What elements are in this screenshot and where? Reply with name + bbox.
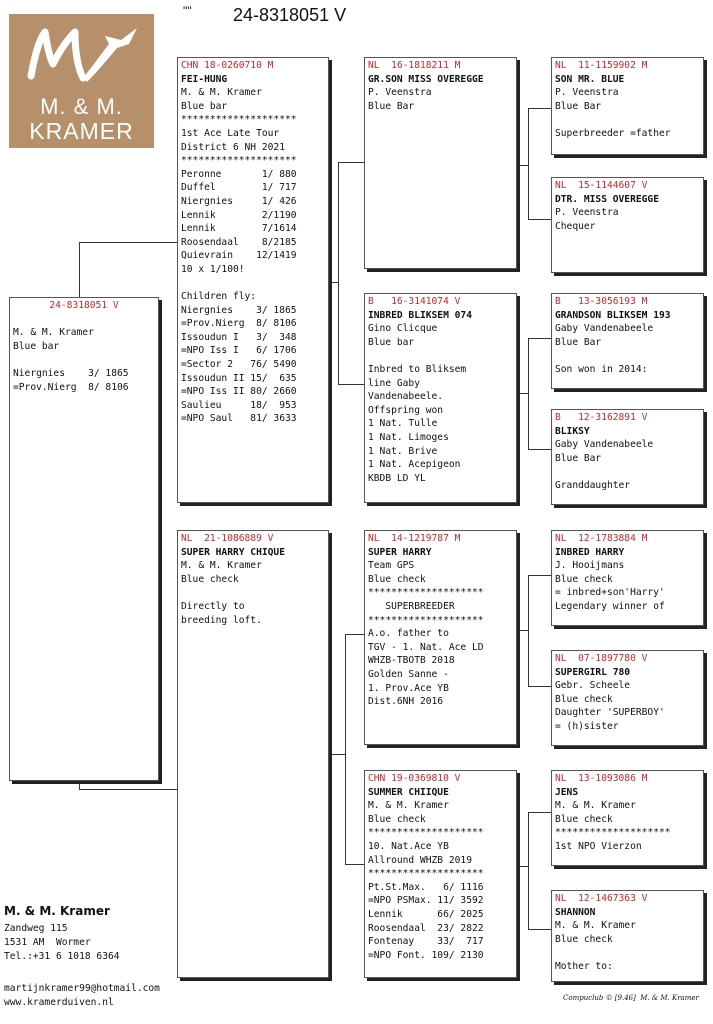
- pedigree-line: Blue check: [368, 813, 426, 825]
- ring-number: B 12-3162891 V: [555, 412, 648, 423]
- pedigree-line: Niergnies 1/ 426: [181, 195, 297, 207]
- pedigree-line: M. & M. Kramer: [13, 327, 94, 339]
- pedigree-line: Saulieu 18/ 953: [181, 399, 297, 411]
- connector-line: [338, 162, 339, 384]
- pedigree-line: [13, 313, 155, 327]
- address-line: Tel.:+31 6 1018 6364: [4, 951, 120, 962]
- pigeon-card-dds: [551, 770, 704, 866]
- pigeon-card-sds: [551, 293, 704, 389]
- kramer-logo: [9, 14, 154, 148]
- pedigree-line: Inbred to Bliksem: [368, 363, 467, 375]
- pedigree-line: Directly to: [181, 600, 245, 612]
- pigeon-name: BLIKSY: [555, 425, 590, 437]
- pigeon-name: SUMMER CHIIQUE: [368, 786, 449, 798]
- pedigree-line: Blue bar: [13, 340, 60, 352]
- pedigree-line: Chequer: [555, 220, 596, 232]
- connector-line: [528, 449, 552, 450]
- connector-line: [328, 754, 346, 755]
- pedigree-line: Blue bar: [181, 100, 228, 112]
- pigeon-card-dam-sire: [364, 530, 517, 745]
- connector-line: [516, 866, 529, 867]
- connector-line: [528, 812, 529, 929]
- pedigree-line: M. & M. Kramer: [368, 800, 449, 812]
- pedigree-line: Golden Sanne -: [368, 668, 449, 680]
- ring-number: 24-8318051 V: [49, 300, 119, 311]
- connector-line: [345, 634, 346, 864]
- pedigree-line: Blue check: [555, 813, 613, 825]
- pedigree-line: 1. Prov.Ace YB: [368, 682, 449, 694]
- website-link[interactable]: www.kramerduiven.nl: [4, 997, 114, 1008]
- pedigree-line: P. Veenstra: [368, 87, 432, 99]
- pedigree-line: Blue bar: [368, 336, 415, 348]
- pigeon-name: GR.SON MISS OVEREGGE: [368, 73, 484, 85]
- pedigree-line: Dist.6NH 2016: [368, 696, 444, 708]
- pedigree-line: =NPO PSMax. 11/ 3592: [368, 895, 484, 907]
- pedigree-line: Quievrain 12/1419: [181, 250, 297, 262]
- pedigree-line: 1 Nat. Acepigeon: [368, 459, 461, 471]
- ring-number: B 13-3056193 M: [555, 296, 648, 307]
- pedigree-line: Blue check: [181, 573, 239, 585]
- pedigree-line: =Prov.Nierg 8/ 8106: [181, 318, 297, 330]
- pedigree-line: =NPO Saul 81/ 3633: [181, 413, 297, 425]
- connector-line: [528, 219, 552, 220]
- connector-line: [528, 812, 552, 813]
- pedigree-line: 1 Nat. Limoges: [368, 431, 449, 443]
- ring-number: NL 12-1783884 M: [555, 533, 648, 544]
- pedigree-line: Issoudun I 3/ 348: [181, 331, 297, 343]
- pedigree-line: Pt.St.Max. 6/ 1116: [368, 881, 484, 893]
- pedigree-line: Mother to:: [555, 960, 613, 972]
- pigeon-name: SUPER HARRY CHIQUE: [181, 546, 285, 558]
- pedigree-line: ********************: [555, 827, 671, 839]
- pedigree-line: =Sector 2 76/ 5490: [181, 359, 297, 371]
- footer-credit: Compuclub © [9.46] M. & M. Kramer: [563, 994, 699, 1002]
- pedigree-line: 10 x 1/100!: [181, 263, 245, 275]
- page-title: 24-8318051 V: [233, 5, 347, 25]
- pedigree-line: 10. Nat.Ace YB: [368, 840, 449, 852]
- pedigree-line: [555, 349, 700, 363]
- connector-line: [528, 575, 552, 576]
- connector-line: [345, 634, 365, 635]
- pedigree-line: [181, 277, 325, 291]
- pigeon-name: FEI-HUNG: [181, 73, 228, 85]
- pedigree-line: Superbreeder =father: [555, 127, 671, 139]
- contact-info: [4, 982, 160, 1010]
- pedigree-line: [555, 113, 700, 127]
- connector-line: [528, 686, 552, 687]
- pigeon-name: DTR. MISS OVEREGGE: [555, 193, 659, 205]
- pedigree-line: A.o. father to: [368, 628, 449, 640]
- pedigree-line: ********************: [368, 827, 484, 839]
- logo-line-2: KRAMER: [29, 118, 134, 144]
- pedigree-line: Peronne 1/ 880: [181, 168, 297, 180]
- pedigree-line: Lennik 2/1190: [181, 209, 297, 221]
- pedigree-line: Gino Clicque: [368, 323, 438, 335]
- pedigree-line: M. & M. Kramer: [181, 560, 262, 572]
- pedigree-line: 1 Nat. Brive: [368, 445, 438, 457]
- pigeon-logo-icon: [9, 14, 154, 94]
- connector-line: [528, 929, 552, 930]
- pedigree-line: ********************: [181, 114, 297, 126]
- pedigree-line: Granddaughter: [555, 479, 631, 491]
- pigeon-card-dam-dam: [364, 770, 517, 978]
- pedigree-line: Blue Bar: [555, 336, 602, 348]
- connector-line: [79, 242, 179, 243]
- pigeon-name: SUPERGIRL 780: [555, 666, 631, 678]
- pedigree-line: Blue Bar: [555, 452, 602, 464]
- pedigree-line: Roosendaal 23/ 2822: [368, 922, 484, 934]
- pedigree-line: ********************: [368, 614, 484, 626]
- pigeon-card-dsd: [551, 650, 704, 746]
- pedigree-line: Lennik 7/1614: [181, 223, 297, 235]
- pedigree-line: P. Veenstra: [555, 207, 619, 219]
- pedigree-line: breeding loft.: [181, 614, 262, 626]
- pedigree-line: line Gaby: [368, 377, 420, 389]
- pedigree-line: Duffel 1/ 717: [181, 182, 297, 194]
- pedigree-line: 1st Ace Late Tour: [181, 127, 280, 139]
- address-line: 1531 AM Wormer: [4, 937, 91, 948]
- pigeon-name: GRANDSON BLIKSEM 193: [555, 309, 671, 321]
- pedigree-line: [368, 349, 513, 363]
- pedigree-line: =NPO Font. 109/ 2130: [368, 949, 484, 961]
- pedigree-line: = inbred+son'Harry': [555, 587, 665, 599]
- logo-line-1: M. & M.: [40, 94, 123, 119]
- ring-number: NL 07-1897780 V: [555, 653, 648, 664]
- pedigree-line: Blue check: [555, 933, 613, 945]
- pedigree-line: TGV - 1. Nat. Ace LD: [368, 641, 484, 653]
- pedigree-line: Gebr. Scheele: [555, 680, 631, 692]
- pedigree-line: M. & M. Kramer: [555, 920, 636, 932]
- pedigree-line: Allround WHZB 2019: [368, 854, 472, 866]
- pedigree-line: Fontenay 33/ 717: [368, 936, 484, 948]
- connector-line: [79, 242, 80, 298]
- connector-line: [516, 165, 529, 166]
- owner-address: [4, 904, 120, 964]
- ring-number: NL 12-1467363 V: [555, 893, 648, 904]
- pigeon-card-sire-sire: [364, 57, 517, 269]
- connector-line: [338, 384, 365, 385]
- pedigree-line: SUPERBREEDER: [368, 600, 455, 612]
- pedigree-line: ********************: [368, 587, 484, 599]
- pedigree-line: Vandenabeele.: [368, 391, 444, 403]
- pigeon-card-dam: [177, 530, 329, 978]
- ring-number: NL 13-1093086 M: [555, 773, 648, 784]
- pedigree-line: J. Hooijmans: [555, 560, 625, 572]
- connector-line: [516, 393, 529, 394]
- pigeon-card-ddd: [551, 890, 704, 982]
- connector-line: [79, 789, 179, 790]
- pedigree-line: Issoudun II 15/ 635: [181, 372, 297, 384]
- pedigree-line: [555, 946, 700, 960]
- pigeon-card-sire: [177, 57, 329, 503]
- pedigree-line: Blue check: [368, 573, 426, 585]
- pedigree-line: [13, 353, 155, 367]
- pedigree-line: Gaby Vandenabeele: [555, 323, 654, 335]
- connector-line: [528, 108, 552, 109]
- pedigree-line: Blue Bar: [368, 100, 415, 112]
- pedigree-line: Team GPS: [368, 560, 415, 572]
- pigeon-card-subject: [9, 297, 159, 781]
- connector-line: [345, 864, 365, 865]
- pedigree-line: Blue check: [555, 573, 613, 585]
- pigeon-card-sdd: [551, 409, 704, 505]
- connector-line: [528, 338, 552, 339]
- pedigree-line: =NPO Iss I 6/ 1706: [181, 345, 297, 357]
- pigeon-name: SON MR. BLUE: [555, 73, 625, 85]
- pedigree-line: Roosendaal 8/2185: [181, 236, 297, 248]
- pigeon-name: INBRED HARRY: [555, 546, 625, 558]
- pedigree-line: 1st NPO Vierzon: [555, 840, 642, 852]
- pigeon-name: INBRED BLIKSEM 074: [368, 309, 472, 321]
- ring-number: NL 21-1086889 V: [181, 533, 274, 544]
- pedigree-line: M. & M. Kramer: [555, 800, 636, 812]
- pedigree-line: =NPO Iss II 80/ 2660: [181, 386, 297, 398]
- ring-number: CHN 19-0369810 V: [368, 773, 461, 784]
- pigeon-card-dss: [551, 530, 704, 626]
- pedigree-line: Blue Bar: [555, 100, 602, 112]
- pedigree-line: =Prov.Nierg 8/ 8106: [13, 381, 129, 393]
- pedigree-line: [181, 586, 325, 600]
- pedigree-line: WHZB-TBOTB 2018: [368, 655, 455, 667]
- pigeon-name: SHANNON: [555, 906, 596, 918]
- pedigree-line: P. Veenstra: [555, 87, 619, 99]
- pedigree-line: Niergnies 3/ 1865: [181, 304, 297, 316]
- pedigree-line: Children fly:: [181, 291, 257, 303]
- pedigree-line: Lennik 66/ 2025: [368, 908, 484, 920]
- ring-number: CHN 18-0260710 M: [181, 60, 274, 71]
- ring-number: NL 15-1144607 V: [555, 180, 648, 191]
- ring-number: NL 16-1818211 M: [368, 60, 461, 71]
- pigeon-card-sire-dam: [364, 293, 517, 503]
- connector-line: [79, 780, 80, 789]
- pedigree-line: ********************: [368, 868, 484, 880]
- pedigree-line: ********************: [181, 155, 297, 167]
- ring-number: B 16-3141074 V: [368, 296, 461, 307]
- email-link[interactable]: martijnkramer99@hotmail.com: [4, 983, 160, 994]
- ring-number: NL 11-1159902 M: [555, 60, 648, 71]
- ring-number: NL 14-1219787 M: [368, 533, 461, 544]
- pedigree-line: Son won in 2014:: [555, 363, 648, 375]
- connector-line: [338, 162, 365, 163]
- pedigree-line: KBDB LD YL: [368, 472, 426, 484]
- pigeon-card-sss: [551, 57, 704, 155]
- pedigree-line: [555, 465, 700, 479]
- connector-line: [516, 630, 529, 631]
- pigeon-name: SUPER HARRY: [368, 546, 432, 558]
- pedigree-line: = (h)sister: [555, 720, 619, 732]
- connector-line: [528, 108, 529, 219]
- header-quote: "": [183, 4, 192, 18]
- pigeon-name: JENS: [555, 786, 579, 798]
- pedigree-line: M. & M. Kramer: [181, 87, 262, 99]
- connector-line: [328, 282, 339, 283]
- pedigree-line: Daughter 'SUPERBOY': [555, 707, 665, 719]
- address-line: Zandweg 115: [4, 923, 68, 934]
- pedigree-line: District 6 NH 2021: [181, 141, 285, 153]
- pedigree-line: Blue check: [555, 693, 613, 705]
- pedigree-line: Niergnies 3/ 1865: [13, 367, 129, 379]
- pedigree-line: Gaby Vandenabeele: [555, 439, 654, 451]
- pedigree-line: Offspring won: [368, 404, 444, 416]
- pedigree-line: Legendary winner of: [555, 600, 665, 612]
- owner-name: M. & M. Kramer: [4, 904, 110, 918]
- pigeon-card-ssd: [551, 177, 704, 273]
- pedigree-line: 1 Nat. Tulle: [368, 418, 438, 430]
